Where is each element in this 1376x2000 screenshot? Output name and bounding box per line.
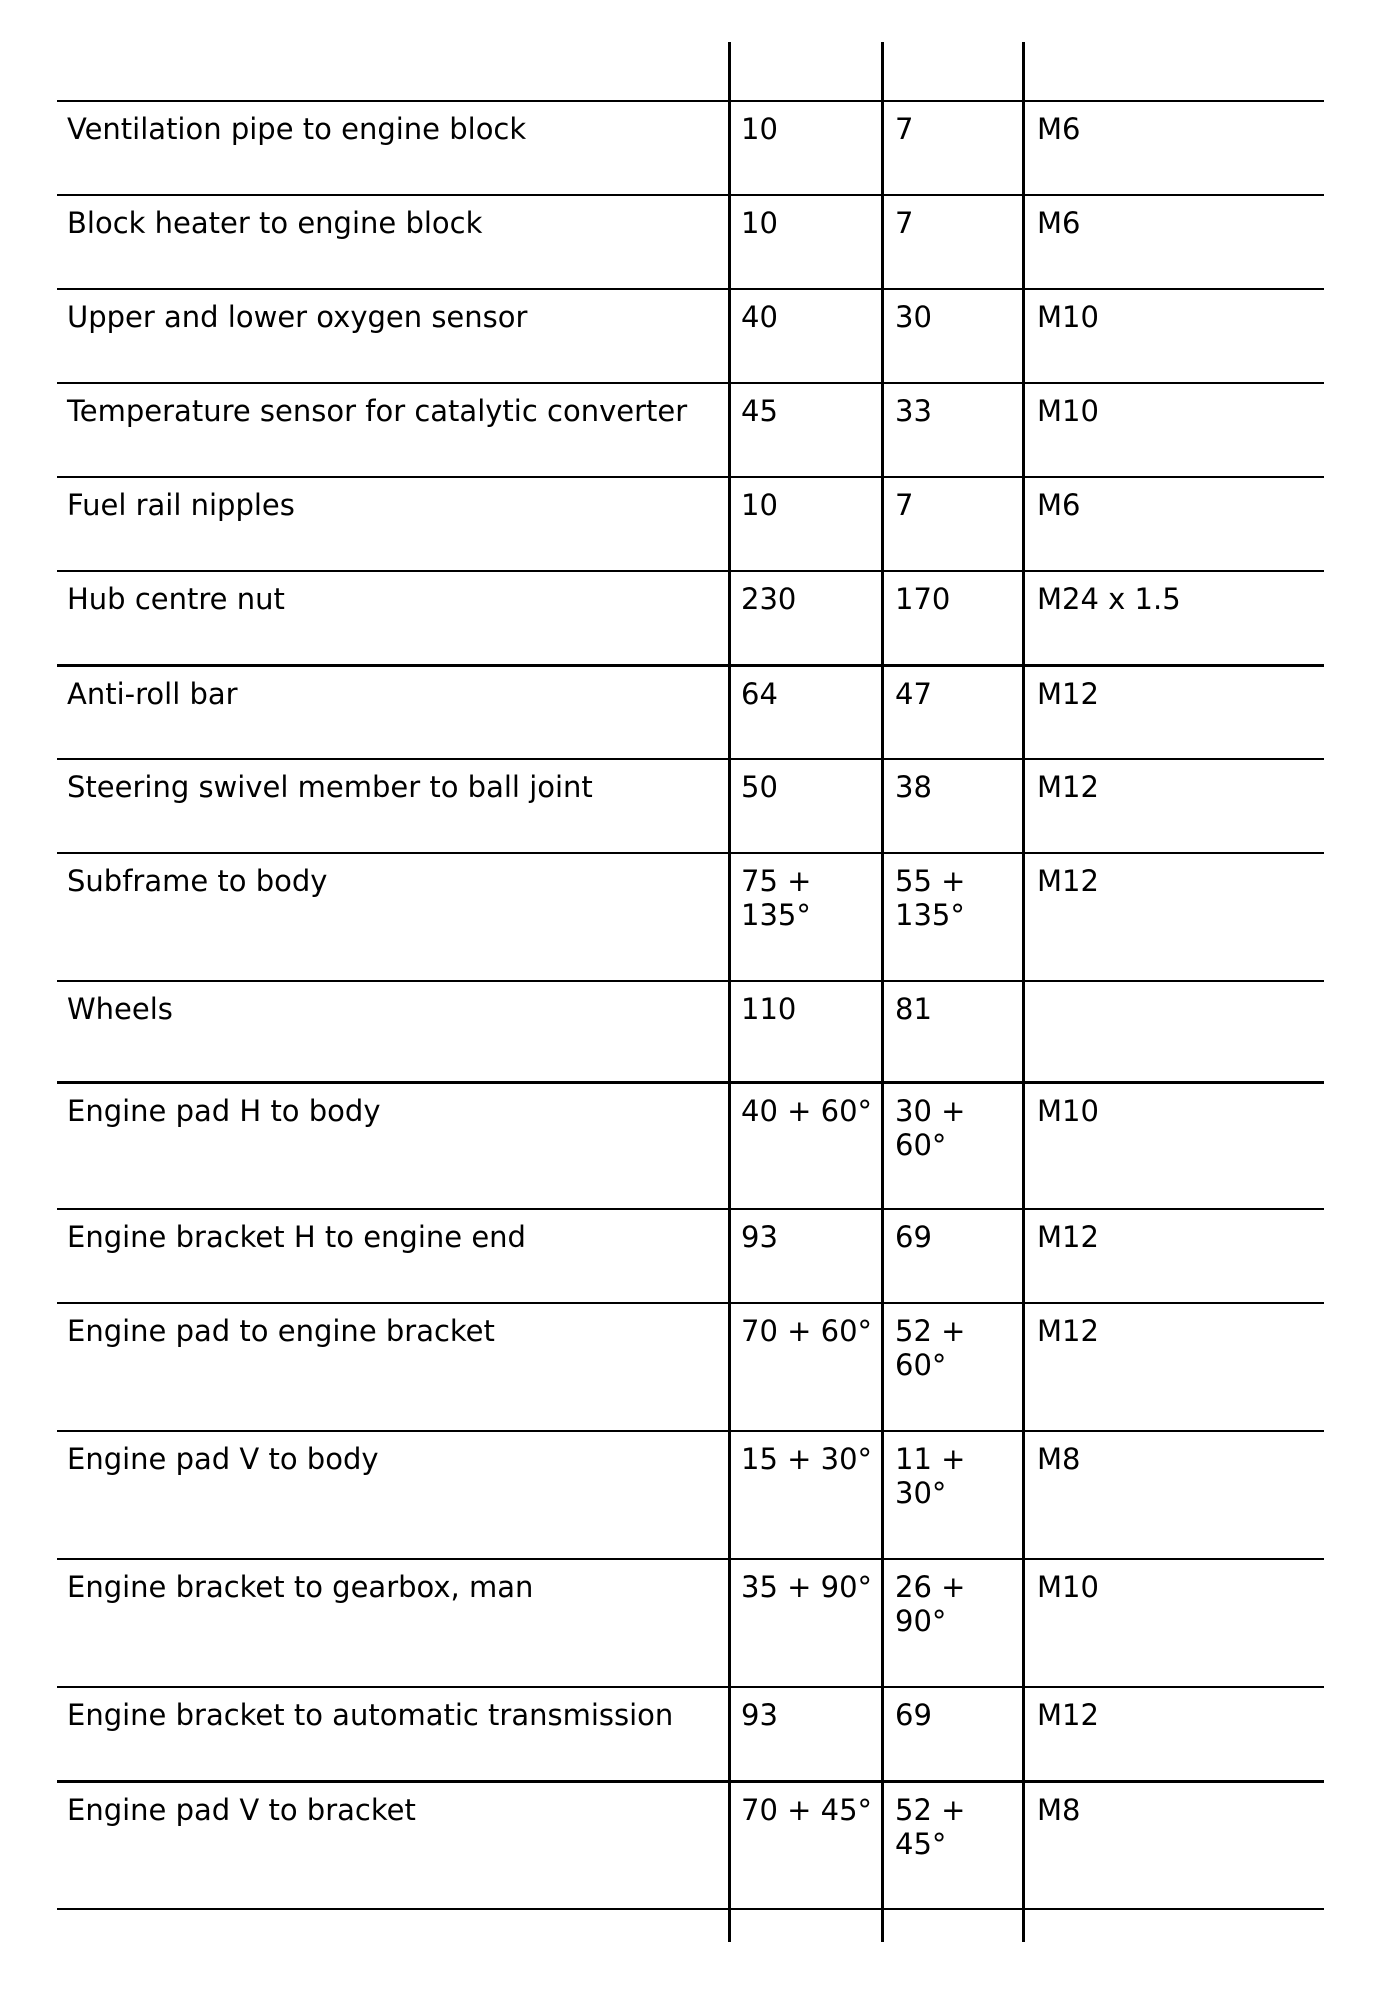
- torque-nm-cell: 70 + 45°: [741, 1793, 873, 1827]
- description-cell: Engine pad V to bracket: [67, 1793, 416, 1827]
- thread-size-cell: M6: [1037, 112, 1081, 146]
- torque-lbf-ft-cell: 33: [895, 394, 932, 428]
- torque-nm-cell: 64: [741, 677, 778, 711]
- row-divider: [57, 758, 1324, 760]
- description-cell: Engine pad to engine bracket: [67, 1314, 495, 1348]
- column-divider-nm: [728, 42, 731, 1942]
- description-cell: Subframe to body: [67, 864, 328, 898]
- torque-nm-cell: 45: [741, 394, 778, 428]
- torque-lbf-ft-cell: 170: [895, 582, 951, 616]
- description-cell: Engine bracket H to engine end: [67, 1220, 526, 1254]
- thread-size-cell: M6: [1037, 488, 1081, 522]
- torque-lbf-ft-cell: 69: [895, 1698, 932, 1732]
- torque-lbf-ft-cell: 47: [895, 677, 932, 711]
- torque-nm-cell: 40 + 60°: [741, 1094, 873, 1128]
- description-cell: Fuel rail nipples: [67, 488, 295, 522]
- torque-nm-cell: 93: [741, 1220, 778, 1254]
- torque-nm-cell: 110: [741, 992, 797, 1026]
- thread-size-cell: M6: [1037, 206, 1081, 240]
- row-divider: [57, 1558, 1324, 1560]
- thread-size-cell: M10: [1037, 1094, 1099, 1128]
- thread-size-cell: M12: [1037, 770, 1099, 804]
- row-divider: [57, 100, 1324, 102]
- thread-size-cell: M12: [1037, 1698, 1099, 1732]
- row-divider: [57, 194, 1324, 196]
- torque-nm-cell: 10: [741, 488, 778, 522]
- row-divider: [57, 852, 1324, 854]
- thread-size-cell: M12: [1037, 677, 1099, 711]
- thread-size-cell: M24 x 1.5: [1037, 582, 1181, 616]
- torque-lbf-ft-cell: 81: [895, 992, 932, 1026]
- torque-lbf-ft-cell: 52 + 45°: [895, 1793, 966, 1861]
- torque-nm-cell: 50: [741, 770, 778, 804]
- torque-nm-cell: 230: [741, 582, 797, 616]
- description-cell: Engine pad V to body: [67, 1442, 379, 1476]
- torque-nm-cell: 40: [741, 300, 778, 334]
- description-cell: Steering swivel member to ball joint: [67, 770, 593, 804]
- thread-size-cell: M12: [1037, 864, 1099, 898]
- torque-nm-cell: 75 + 135°: [741, 864, 812, 932]
- torque-lbf-ft-cell: 52 + 60°: [895, 1314, 966, 1382]
- torque-lbf-ft-cell: 7: [895, 112, 914, 146]
- row-divider: [57, 1081, 1324, 1084]
- torque-lbf-ft-cell: 7: [895, 488, 914, 522]
- description-cell: Wheels: [67, 992, 173, 1026]
- torque-nm-cell: 70 + 60°: [741, 1314, 873, 1348]
- thread-size-cell: M10: [1037, 1570, 1099, 1604]
- torque-nm-cell: 15 + 30°: [741, 1442, 873, 1476]
- torque-nm-cell: 10: [741, 206, 778, 240]
- thread-size-cell: M10: [1037, 300, 1099, 334]
- torque-lbf-ft-cell: 7: [895, 206, 914, 240]
- thread-size-cell: M8: [1037, 1793, 1081, 1827]
- torque-lbf-ft-cell: 11 + 30°: [895, 1442, 966, 1510]
- row-divider: [57, 980, 1324, 982]
- row-divider: [57, 1302, 1324, 1304]
- row-divider: [57, 1908, 1324, 1910]
- torque-nm-cell: 35 + 90°: [741, 1570, 873, 1604]
- torque-lbf-ft-cell: 38: [895, 770, 932, 804]
- torque-lbf-ft-cell: 69: [895, 1220, 932, 1254]
- column-divider-lbf: [881, 42, 884, 1942]
- description-cell: Hub centre nut: [67, 582, 285, 616]
- row-divider: [57, 664, 1324, 667]
- row-divider: [57, 1208, 1324, 1210]
- description-cell: Ventilation pipe to engine block: [67, 112, 527, 146]
- row-divider: [57, 288, 1324, 290]
- torque-lbf-ft-cell: 26 + 90°: [895, 1570, 966, 1638]
- row-divider: [57, 570, 1324, 572]
- thread-size-cell: M12: [1037, 1314, 1099, 1348]
- torque-lbf-ft-cell: 55 + 135°: [895, 864, 966, 932]
- description-cell: Engine bracket to automatic transmission: [67, 1698, 674, 1732]
- torque-nm-cell: 10: [741, 112, 778, 146]
- description-cell: Block heater to engine block: [67, 206, 483, 240]
- description-cell: Engine bracket to gearbox, man: [67, 1570, 534, 1604]
- description-cell: Temperature sensor for catalytic converter: [67, 394, 688, 428]
- row-divider: [57, 1686, 1324, 1688]
- row-divider: [57, 476, 1324, 478]
- thread-size-cell: M8: [1037, 1442, 1081, 1476]
- thread-size-cell: M12: [1037, 1220, 1099, 1254]
- torque-nm-cell: 93: [741, 1698, 778, 1732]
- row-divider: [57, 1430, 1324, 1432]
- thread-size-cell: M10: [1037, 394, 1099, 428]
- description-cell: Anti-roll bar: [67, 677, 238, 711]
- row-divider: [57, 382, 1324, 384]
- row-divider: [57, 1780, 1324, 1783]
- torque-lbf-ft-cell: 30 + 60°: [895, 1094, 966, 1162]
- description-cell: Engine pad H to body: [67, 1094, 381, 1128]
- torque-lbf-ft-cell: 30: [895, 300, 932, 334]
- description-cell: Upper and lower oxygen sensor: [67, 300, 528, 334]
